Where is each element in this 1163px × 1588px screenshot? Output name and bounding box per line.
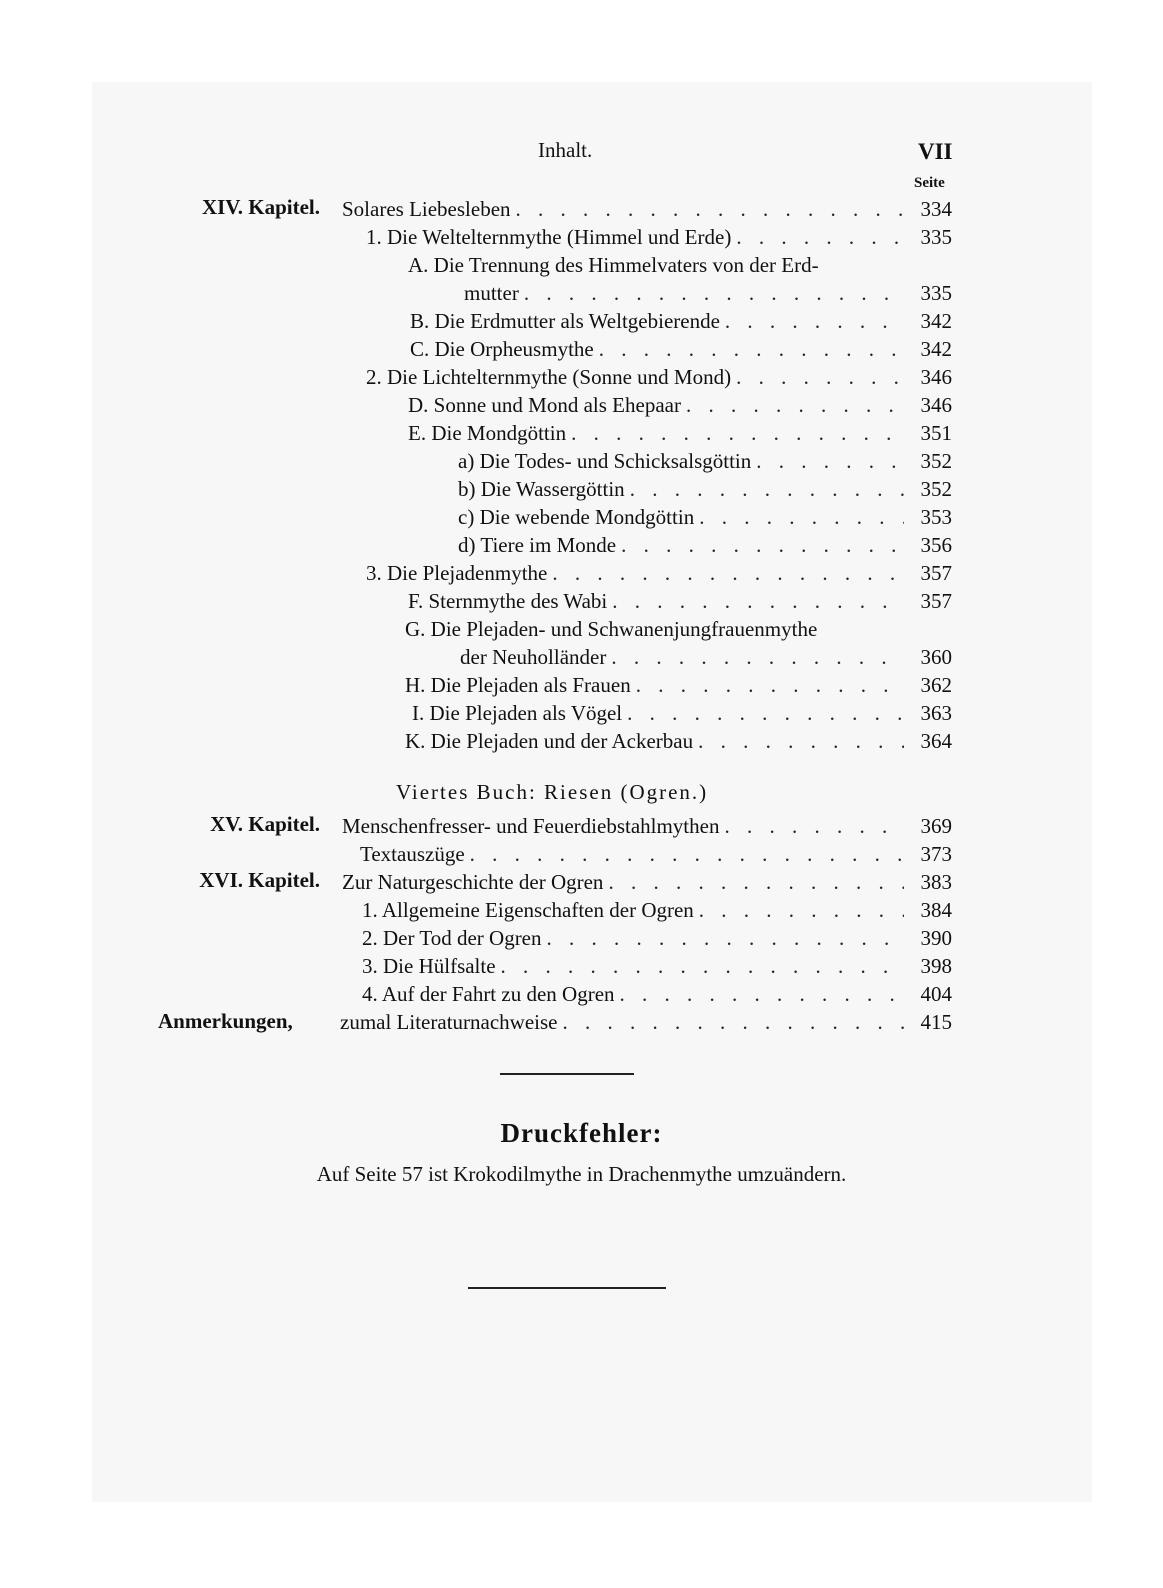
toc-entry[interactable]: 4. Auf der Fahrt zu den Ogren . . . 404 [362, 980, 952, 1008]
toc-entry[interactable]: 1. Allgemeine Eigenschaften der Ogren . . . 384 [362, 896, 952, 924]
divider-rule [468, 1287, 666, 1289]
toc-entry[interactable]: H. Die Plejaden als Frauen . . . 362 [405, 671, 952, 699]
toc-entry[interactable]: C. Die Orpheusmythe . . . 342 [410, 335, 952, 363]
toc-entry[interactable]: 3. Die Plejadenmythe . . . 357 [366, 559, 952, 587]
toc-entry[interactable]: D. Sonne und Mond als Ehepaar . . . 346 [408, 391, 952, 419]
toc-entry[interactable]: zumal Literaturnachweise . . . 415 [340, 1008, 952, 1036]
chapter-label-xiv: XIV. Kapitel. [201, 195, 320, 219]
toc-entry[interactable]: K. Die Plejaden und der Ackerbau . . . 364 [405, 727, 952, 755]
book-heading: Viertes Buch: Riesen (Ogren.) [396, 780, 709, 804]
toc-entry[interactable]: F. Sternmythe des Wabi . . . 357 [408, 587, 952, 615]
toc-entry[interactable]: G. Die Plejaden- und Schwanenjungfrauenmythe [405, 617, 818, 641]
toc-entry[interactable]: a) Die Todes- und Schicksalsgöttin . . . 352 [458, 447, 952, 475]
toc-entry[interactable]: B. Die Erdmutter als Weltgebierende . . . 342 [410, 307, 952, 335]
running-title: Inhalt. [538, 138, 593, 162]
toc-entry[interactable]: 3. Die Hülfsalte . . . 398 [362, 952, 952, 980]
errata-text: Auf Seite 57 ist Krokodilmythe in Drachenmythe umzuändern. [316, 1162, 847, 1186]
toc-entry[interactable]: b) Die Wassergöttin . . . 352 [458, 475, 952, 503]
toc-entry[interactable]: 2. Die Lichtelternmythe (Sonne und Mond) . . . 346 [366, 363, 952, 391]
chapter-label-xv: XV. Kapitel. [210, 812, 320, 836]
toc-entry[interactable]: A. Die Trennung des Himmelvaters von der Erd- [408, 253, 819, 277]
toc-entry[interactable]: Zur Naturgeschichte der Ogren . . . 383 [342, 868, 952, 896]
toc-entry[interactable]: E. Die Mondgöttin . . . 351 [408, 419, 952, 447]
toc-entry[interactable]: 1. Die Weltelternmythe (Himmel und Erde) . . . 335 [366, 223, 952, 251]
toc-entry[interactable]: Textauszüge . . . 373 [360, 840, 952, 868]
toc-entry[interactable]: I. Die Plejaden als Vögel . . . 363 [412, 699, 952, 727]
chapter-label-xvi: XVI. Kapitel. [199, 868, 320, 892]
annotations-label: Anmerkungen, [158, 1009, 293, 1033]
page-numeral: VII [918, 139, 953, 164]
toc-entry[interactable]: d) Tiere im Monde . . . 356 [458, 531, 952, 559]
toc-entry[interactable]: Menschenfresser- und Feuerdiebstahlmythen . . . 369 [342, 812, 952, 840]
toc-entry[interactable]: der Neuholländer . . . 360 [460, 643, 952, 671]
toc-entry[interactable]: mutter . . . 335 [464, 279, 952, 307]
toc-entry[interactable]: Solares Liebesleben . . . 334 [342, 195, 952, 223]
toc-entry[interactable]: c) Die webende Mondgöttin . . . 353 [458, 503, 952, 531]
errata-title: Druckfehler: [500, 1118, 663, 1148]
seite-column-label: Seite [914, 175, 945, 191]
toc-entry[interactable]: 2. Der Tod der Ogren . . . 390 [362, 924, 952, 952]
divider-rule [500, 1073, 634, 1075]
